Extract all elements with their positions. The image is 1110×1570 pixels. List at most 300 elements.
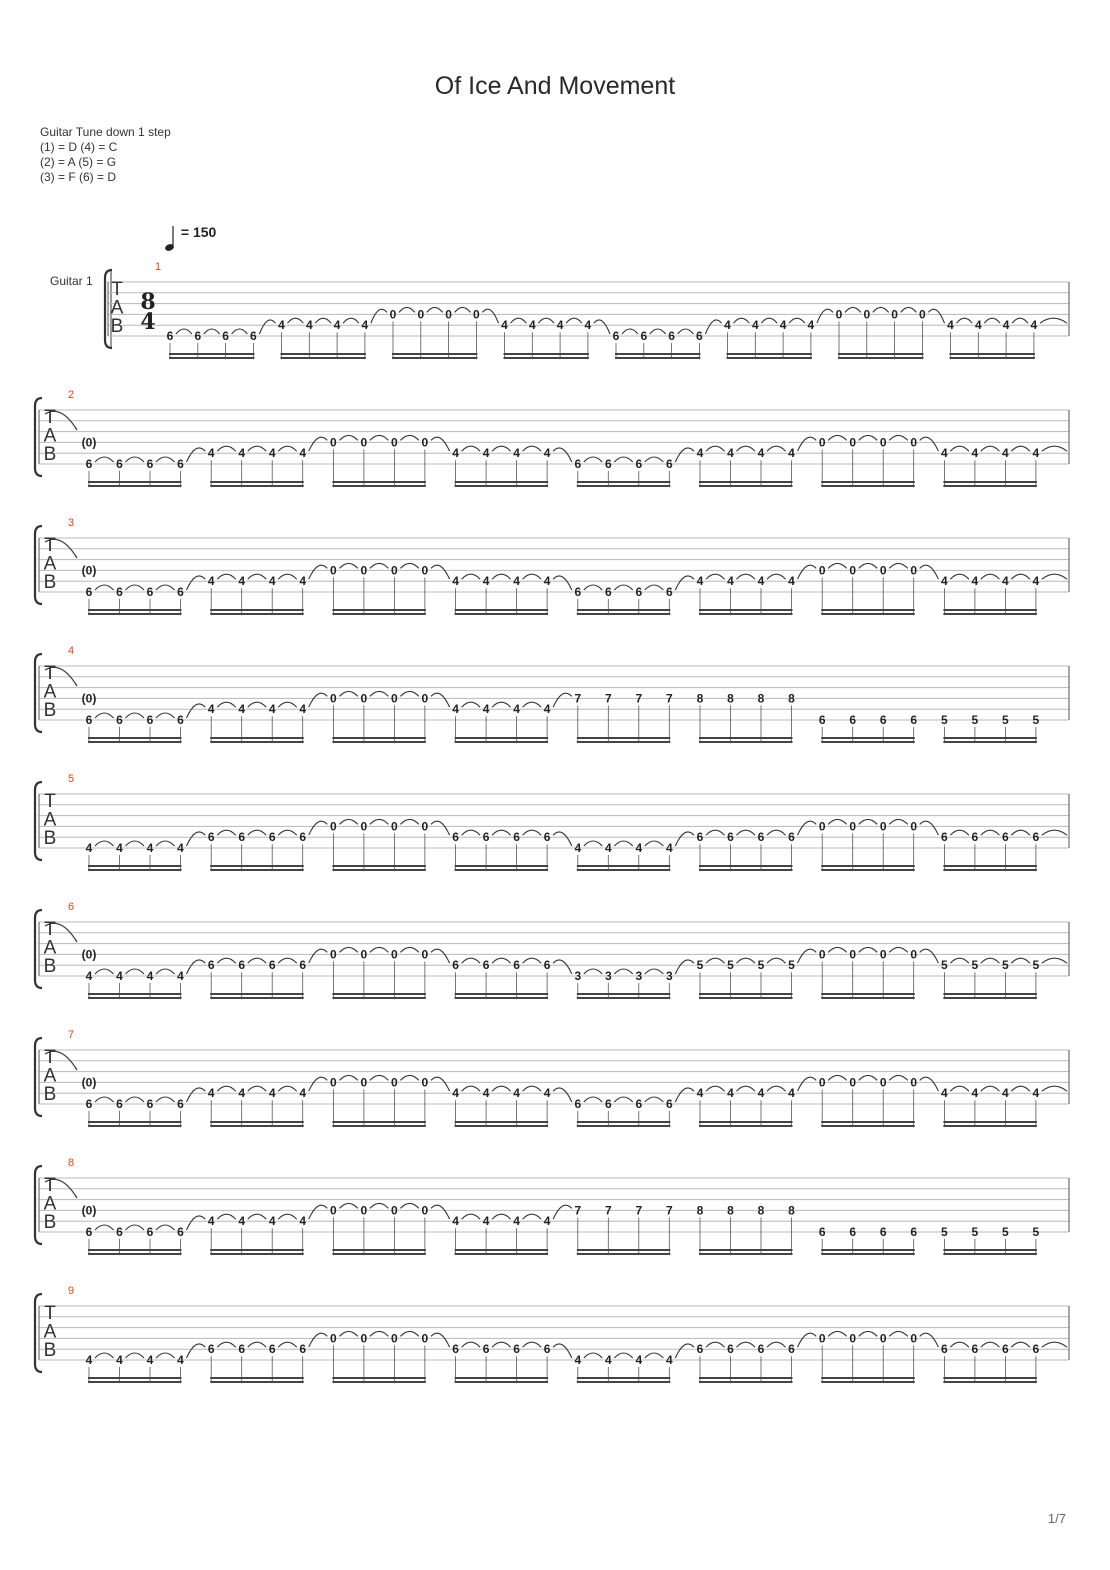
tie-arc bbox=[462, 958, 481, 963]
tie-arc bbox=[767, 830, 786, 835]
fret-number: 6 bbox=[116, 585, 123, 599]
fret-number: 6 bbox=[116, 457, 123, 471]
fret-number: 4 bbox=[513, 446, 520, 461]
beam-secondary bbox=[821, 1381, 915, 1383]
tie-arc bbox=[462, 446, 481, 451]
fret-number: 4 bbox=[807, 318, 815, 333]
tied-fret-number: (0) bbox=[81, 1203, 97, 1218]
tie-arc bbox=[187, 1088, 206, 1102]
tie-arc bbox=[370, 1075, 389, 1080]
fret-number: 0 bbox=[910, 947, 918, 962]
beam-primary bbox=[699, 1377, 793, 1379]
tie-arc bbox=[431, 693, 450, 707]
beam-secondary bbox=[577, 613, 671, 615]
beam-primary bbox=[943, 737, 1037, 739]
fret-number: 4 bbox=[1032, 574, 1040, 589]
tie-arc bbox=[278, 1086, 297, 1091]
beam-secondary bbox=[577, 741, 671, 743]
measure-number: 4 bbox=[67, 645, 75, 657]
tie-arc bbox=[156, 585, 175, 590]
fret-number: 0 bbox=[421, 1075, 429, 1090]
fret-number: 7 bbox=[635, 1203, 643, 1218]
fret-number: 0 bbox=[360, 1331, 368, 1346]
fret-number: 4 bbox=[574, 841, 582, 855]
fret-number: 0 bbox=[360, 947, 368, 962]
beam-secondary bbox=[332, 741, 426, 743]
fret-number: 4 bbox=[604, 841, 612, 855]
fret-number: 0 bbox=[391, 435, 398, 450]
fret-number: 0 bbox=[391, 563, 398, 578]
fret-number: 6 bbox=[513, 1342, 520, 1357]
fret-number: 6 bbox=[665, 585, 673, 599]
fret-number: 0 bbox=[391, 691, 398, 706]
fret-number: 6 bbox=[238, 830, 246, 845]
fret-number: 8 bbox=[788, 691, 795, 706]
beam-primary bbox=[455, 1121, 548, 1123]
tie-arc bbox=[614, 1097, 633, 1102]
tie-arc bbox=[523, 958, 542, 963]
beam-primary bbox=[943, 1249, 1037, 1251]
tie-arc bbox=[95, 457, 114, 462]
fret-number: 4 bbox=[757, 446, 765, 461]
tie-arc bbox=[309, 693, 328, 707]
tie-arc bbox=[920, 565, 939, 579]
beam-primary bbox=[943, 481, 1037, 483]
fret-number: 4 bbox=[238, 446, 246, 461]
beam-primary bbox=[577, 865, 671, 867]
tuning-line: (3) = F (6) = D bbox=[40, 170, 117, 184]
fret-number: 0 bbox=[421, 691, 429, 706]
fret-number: 6 bbox=[452, 1342, 459, 1357]
fret-number: 0 bbox=[391, 947, 398, 962]
tie-arc bbox=[950, 1342, 969, 1347]
beam-primary bbox=[455, 993, 548, 995]
tie-arc bbox=[248, 446, 267, 451]
tie-arc bbox=[675, 448, 694, 462]
tie-arc bbox=[204, 329, 220, 334]
fret-number: 6 bbox=[910, 1225, 918, 1239]
beam-primary bbox=[727, 353, 812, 355]
tie-arc bbox=[622, 329, 638, 334]
beam-secondary bbox=[943, 1125, 1037, 1127]
tie-arc bbox=[492, 1342, 511, 1347]
fret-number: 0 bbox=[879, 1331, 887, 1346]
fret-number: 6 bbox=[910, 713, 918, 727]
tie-arc bbox=[645, 1353, 664, 1358]
fret-number: 6 bbox=[1002, 1342, 1009, 1357]
fret-number: 6 bbox=[879, 1225, 887, 1239]
tie-arc bbox=[928, 309, 944, 323]
fret-number: 4 bbox=[278, 318, 285, 333]
fret-number: 7 bbox=[604, 1203, 612, 1218]
tie-arc bbox=[187, 704, 206, 718]
fret-number: 5 bbox=[941, 1225, 948, 1239]
fret-number: 4 bbox=[947, 318, 954, 333]
fret-number: 4 bbox=[116, 841, 123, 855]
tie-arc bbox=[126, 713, 145, 718]
tie-arc bbox=[828, 563, 847, 568]
tab-clef-letter: B bbox=[43, 444, 57, 465]
fret-number: 4 bbox=[207, 1086, 215, 1101]
fret-number: 6 bbox=[543, 1342, 551, 1357]
tie-arc bbox=[901, 307, 917, 312]
tie-arc bbox=[584, 1353, 603, 1358]
tie-arc bbox=[950, 446, 969, 451]
beam-secondary bbox=[210, 741, 304, 743]
tie-arc bbox=[156, 457, 175, 462]
tie-arc bbox=[767, 446, 786, 451]
beam-primary bbox=[88, 1249, 182, 1251]
fret-number: 4 bbox=[727, 446, 734, 461]
tie-arc bbox=[584, 585, 603, 590]
fret-number: 6 bbox=[177, 457, 184, 471]
beam-secondary bbox=[455, 741, 548, 743]
beam-primary bbox=[821, 865, 915, 867]
beam-secondary bbox=[88, 1125, 182, 1127]
fret-number: 4 bbox=[665, 1353, 673, 1367]
fret-number: 6 bbox=[635, 585, 643, 599]
fret-number: 5 bbox=[1002, 1225, 1009, 1239]
fret-number: 4 bbox=[501, 318, 508, 333]
fret-number: 4 bbox=[1002, 318, 1010, 333]
fret-number: 4 bbox=[452, 702, 459, 717]
tie-arc bbox=[339, 435, 358, 440]
tie-arc bbox=[859, 563, 878, 568]
fret-number: 0 bbox=[360, 563, 368, 578]
fret-number: 6 bbox=[849, 713, 857, 727]
beam-secondary bbox=[577, 869, 671, 871]
tie-arc bbox=[278, 1342, 297, 1347]
measure-number: 5 bbox=[67, 773, 75, 785]
fret-number: 6 bbox=[788, 830, 795, 845]
beam-primary bbox=[210, 1377, 304, 1379]
tie-arc bbox=[156, 1097, 175, 1102]
tie-arc bbox=[339, 819, 358, 824]
fret-number: 0 bbox=[330, 947, 337, 962]
tie-arc bbox=[798, 821, 817, 835]
fret-number: 0 bbox=[879, 947, 887, 962]
tie-arc bbox=[614, 969, 633, 974]
fret-number: 6 bbox=[222, 329, 229, 343]
tie-arc bbox=[889, 947, 908, 952]
beam-primary bbox=[577, 1121, 671, 1123]
tie-arc bbox=[492, 1214, 511, 1219]
tie-arc bbox=[400, 947, 419, 952]
fret-number: 4 bbox=[207, 446, 215, 461]
fret-number: 6 bbox=[818, 1225, 826, 1239]
tie-arc bbox=[920, 821, 939, 835]
fret-number: 4 bbox=[207, 574, 215, 589]
fret-number: 4 bbox=[779, 318, 787, 333]
tie-arc bbox=[309, 437, 328, 451]
fret-number: 0 bbox=[919, 307, 926, 322]
fret-number: 0 bbox=[360, 1075, 368, 1090]
tie-arc bbox=[828, 947, 847, 952]
tie-arc bbox=[339, 691, 358, 696]
fret-number: 4 bbox=[299, 1214, 307, 1229]
tie-arc bbox=[981, 1086, 1000, 1091]
beam-secondary bbox=[943, 741, 1037, 743]
fret-number: 4 bbox=[482, 1214, 490, 1229]
fret-number: 6 bbox=[668, 329, 675, 343]
fret-number: 4 bbox=[757, 574, 765, 589]
tab-clef-letter: B bbox=[43, 1340, 57, 1361]
fret-number: 4 bbox=[482, 1086, 490, 1101]
beam-primary bbox=[455, 609, 548, 611]
fret-number: 6 bbox=[238, 1342, 246, 1357]
tie-arc bbox=[1042, 958, 1067, 963]
fret-number: 4 bbox=[452, 446, 459, 461]
beam-primary bbox=[210, 737, 304, 739]
fret-number: 6 bbox=[250, 329, 257, 343]
fret-number: 4 bbox=[941, 574, 948, 589]
tie-arc bbox=[675, 576, 694, 590]
tie-arc bbox=[950, 1086, 969, 1091]
fret-number: 6 bbox=[604, 1097, 612, 1111]
fret-number: 4 bbox=[299, 446, 307, 461]
tie-arc bbox=[462, 574, 481, 579]
tie-arc bbox=[462, 830, 481, 835]
tie-arc bbox=[706, 446, 725, 451]
beam-secondary bbox=[455, 1125, 548, 1127]
beam-primary bbox=[943, 609, 1037, 611]
measure-number: 8 bbox=[67, 1157, 75, 1169]
tie-arc bbox=[492, 702, 511, 707]
beam-primary bbox=[332, 1121, 426, 1123]
beam-secondary bbox=[88, 997, 182, 999]
tab-clef-letter: B bbox=[43, 572, 57, 593]
tab-clef-letter: A bbox=[43, 937, 57, 959]
fret-number: 4 bbox=[513, 1214, 520, 1229]
tie-arc bbox=[1011, 574, 1030, 579]
tab-clef-letter: T bbox=[44, 663, 56, 684]
beam-primary bbox=[699, 865, 793, 867]
fret-number: 4 bbox=[971, 446, 979, 461]
tab-clef-letter: A bbox=[43, 553, 57, 575]
fret-number: 0 bbox=[421, 563, 429, 578]
fret-number: 4 bbox=[971, 1086, 979, 1101]
tab-clef-letter: B bbox=[43, 1084, 57, 1105]
tie-arc bbox=[217, 702, 236, 707]
fret-number: 6 bbox=[696, 329, 703, 343]
tie-arc bbox=[737, 830, 756, 835]
tie-arc bbox=[248, 1342, 267, 1347]
fret-number: 4 bbox=[971, 574, 979, 589]
tie-arc bbox=[523, 1086, 542, 1091]
tie-arc bbox=[278, 446, 297, 451]
fret-number: 6 bbox=[757, 1342, 765, 1357]
fret-number: 0 bbox=[473, 307, 480, 322]
fret-number: 5 bbox=[1002, 713, 1009, 727]
fret-number: 4 bbox=[85, 969, 93, 983]
fret-number: 4 bbox=[727, 1086, 734, 1101]
tie-arc bbox=[278, 702, 297, 707]
beam-secondary bbox=[821, 869, 915, 871]
fret-number: 3 bbox=[635, 969, 643, 983]
tie-arc bbox=[920, 949, 939, 963]
tie-arc bbox=[309, 949, 328, 963]
fret-number: 5 bbox=[941, 713, 948, 727]
beam-secondary bbox=[88, 1381, 182, 1383]
tie-arc bbox=[584, 457, 603, 462]
tie-arc bbox=[950, 574, 969, 579]
beam-secondary bbox=[455, 613, 548, 615]
beam-secondary bbox=[210, 997, 304, 999]
instrument-label: Guitar 1 bbox=[50, 274, 93, 288]
measure-number: 1 bbox=[154, 261, 162, 273]
tie-arc bbox=[705, 320, 721, 334]
tie-arc bbox=[431, 821, 450, 835]
tie-arc bbox=[95, 841, 114, 846]
fret-number: 6 bbox=[971, 1342, 979, 1357]
tie-arc bbox=[1011, 1342, 1030, 1347]
beam-primary bbox=[577, 737, 671, 739]
fret-number: 0 bbox=[391, 1075, 398, 1090]
tie-arc bbox=[278, 958, 297, 963]
fret-number: 4 bbox=[1002, 446, 1009, 461]
fret-number: 0 bbox=[391, 819, 398, 834]
tie-arc bbox=[1042, 574, 1067, 579]
beam-secondary bbox=[821, 485, 915, 487]
fret-number: 0 bbox=[891, 307, 898, 322]
tie-arc bbox=[767, 574, 786, 579]
fret-number: 6 bbox=[146, 1097, 154, 1111]
tie-arc bbox=[675, 1344, 694, 1358]
beam-secondary bbox=[210, 613, 304, 615]
tie-arc bbox=[798, 1333, 817, 1347]
tie-arc bbox=[217, 1086, 236, 1091]
tie-arc bbox=[828, 435, 847, 440]
tab-clef-letter: A bbox=[43, 1193, 57, 1215]
tie-arc bbox=[126, 1353, 145, 1358]
fret-number: 4 bbox=[665, 841, 673, 855]
fret-number: 0 bbox=[879, 435, 887, 450]
tie-arc bbox=[339, 947, 358, 952]
beam-primary bbox=[577, 993, 671, 995]
fret-number: 6 bbox=[849, 1225, 857, 1239]
beam-secondary bbox=[699, 613, 793, 615]
tab-clef-letter: T bbox=[44, 1303, 56, 1324]
fret-number: 4 bbox=[268, 1214, 276, 1229]
beam-primary bbox=[699, 1121, 793, 1123]
beam-primary bbox=[332, 865, 426, 867]
tie-arc bbox=[1011, 830, 1030, 835]
tie-arc bbox=[789, 318, 805, 323]
tab-clef-letter: A bbox=[43, 809, 57, 831]
fret-number: 6 bbox=[194, 329, 202, 343]
fret-number: 6 bbox=[513, 958, 520, 973]
fret-number: 0 bbox=[330, 1203, 337, 1218]
tie-arc bbox=[889, 1331, 908, 1336]
tie-arc bbox=[248, 958, 267, 963]
tie-arc bbox=[553, 960, 572, 974]
tempo-value: = 150 bbox=[180, 223, 217, 240]
tie-arc bbox=[706, 1086, 725, 1091]
tie-arc bbox=[675, 1088, 694, 1102]
fret-number: 0 bbox=[391, 1331, 398, 1346]
beam-secondary bbox=[332, 1125, 426, 1127]
fret-number: 6 bbox=[574, 457, 582, 471]
tie-arc bbox=[614, 1353, 633, 1358]
fret-number: 6 bbox=[177, 1097, 184, 1111]
beam-secondary bbox=[699, 485, 793, 487]
fret-number: 6 bbox=[612, 329, 620, 343]
tied-fret-number: (0) bbox=[81, 435, 97, 450]
fret-number: 6 bbox=[604, 457, 612, 471]
beam-primary bbox=[281, 353, 366, 355]
beam-primary bbox=[88, 1377, 182, 1379]
beam-secondary bbox=[455, 1381, 548, 1383]
tie-arc bbox=[523, 702, 542, 707]
fret-number: 4 bbox=[751, 318, 759, 333]
fret-number: 6 bbox=[482, 830, 490, 845]
tie-arc bbox=[1012, 318, 1028, 323]
tie-arc bbox=[339, 1203, 358, 1208]
beam-primary bbox=[615, 353, 700, 355]
fret-number: 4 bbox=[268, 702, 276, 717]
beam-secondary bbox=[943, 869, 1037, 871]
tie-arc bbox=[614, 457, 633, 462]
beam-primary bbox=[455, 1377, 548, 1379]
tie-arc bbox=[614, 585, 633, 590]
tie-arc bbox=[248, 1086, 267, 1091]
fret-number: 6 bbox=[299, 958, 307, 973]
tied-fret-number: (0) bbox=[81, 947, 97, 962]
fret-number: 6 bbox=[818, 713, 826, 727]
fret-number: 0 bbox=[910, 435, 918, 450]
fret-number: 6 bbox=[177, 713, 184, 727]
tie-arc bbox=[248, 574, 267, 579]
measure-number: 6 bbox=[67, 901, 75, 913]
tie-arc bbox=[889, 563, 908, 568]
tie-arc bbox=[400, 563, 419, 568]
tie-arc bbox=[645, 457, 664, 462]
beam-primary bbox=[332, 737, 426, 739]
fret-number: 4 bbox=[482, 702, 490, 717]
fret-number: 0 bbox=[818, 563, 826, 578]
fret-number: 6 bbox=[543, 958, 551, 973]
fret-number: 8 bbox=[727, 1203, 734, 1218]
tie-arc bbox=[400, 435, 419, 440]
time-signature-bottom: 4 bbox=[140, 309, 156, 335]
tie-arc bbox=[706, 830, 725, 835]
tie-arc bbox=[339, 1331, 358, 1336]
tie-arc bbox=[678, 329, 694, 334]
tie-arc bbox=[767, 958, 786, 963]
fret-number: 4 bbox=[788, 1086, 795, 1101]
tie-arc bbox=[553, 693, 572, 707]
beam-secondary bbox=[838, 357, 923, 359]
beam-primary bbox=[210, 865, 304, 867]
fret-number: 4 bbox=[268, 446, 276, 461]
tie-arc bbox=[309, 1077, 328, 1091]
fret-number: 8 bbox=[727, 691, 734, 706]
tie-arc bbox=[553, 832, 572, 846]
fret-number: 4 bbox=[574, 1353, 582, 1367]
beam-secondary bbox=[699, 1381, 793, 1383]
tie-arc bbox=[981, 574, 1000, 579]
fret-number: 4 bbox=[146, 969, 154, 983]
fret-number: 4 bbox=[238, 702, 246, 717]
fret-number: 7 bbox=[604, 691, 612, 706]
fret-number: 6 bbox=[238, 958, 246, 973]
fret-number: 4 bbox=[941, 1086, 948, 1101]
fret-number: 6 bbox=[574, 1097, 582, 1111]
tie-arc bbox=[492, 1086, 511, 1091]
tuning-header: Guitar Tune down 1 step bbox=[40, 125, 171, 139]
beam-secondary bbox=[821, 741, 915, 743]
tie-arc bbox=[523, 446, 542, 451]
